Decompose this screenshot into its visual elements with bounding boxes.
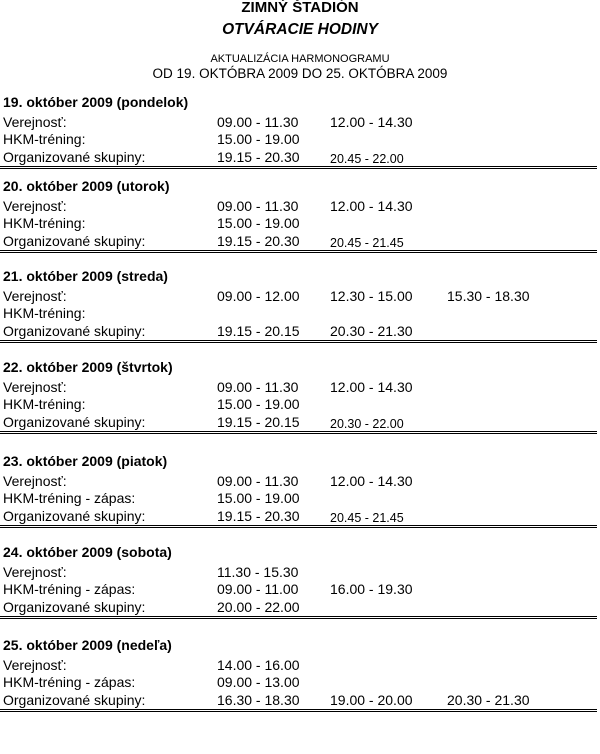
time-slot: 20.45 - 22.00	[330, 152, 404, 166]
row-organizovane-skupiny	[0, 323, 600, 339]
time-slot: 09.00 - 11.30	[217, 473, 299, 489]
divider-line	[0, 340, 597, 341]
day-block	[0, 453, 600, 544]
row-organizovane-skupiny	[0, 692, 600, 708]
row-organizovane-skupiny	[0, 233, 600, 249]
row-label: HKM-tréning - zápas:	[3, 490, 136, 506]
row-label: HKM-tréning - zápas:	[3, 581, 136, 597]
row-label: HKM-tréning:	[3, 215, 86, 231]
row-label: Verejnosť:	[3, 198, 67, 214]
divider-line-double	[0, 433, 597, 434]
row-label: Verejnosť:	[3, 564, 67, 580]
time-slot: 19.15 - 20.30	[217, 508, 300, 524]
row-organizovane-skupiny	[0, 599, 600, 615]
time-slot: 09.00 - 11.30	[217, 198, 299, 214]
time-slot: 14.00 - 16.00	[217, 657, 300, 673]
divider-line-double	[0, 252, 597, 253]
time-slot: 16.30 - 18.30	[217, 692, 300, 708]
day-heading: 24. október 2009 (sobota)	[3, 544, 172, 560]
row-label: Organizované skupiny:	[3, 149, 146, 165]
time-slot: 19.15 - 20.30	[217, 149, 300, 165]
divider-line	[0, 431, 597, 432]
row-verejnost	[0, 657, 600, 673]
row-verejnost	[0, 114, 600, 130]
day-block	[0, 359, 600, 450]
row-label: Organizované skupiny:	[3, 233, 146, 249]
row-verejnost	[0, 564, 600, 580]
time-slot: 12.00 - 14.30	[330, 379, 413, 395]
time-slot: 15.00 - 19.00	[217, 490, 300, 506]
time-slot: 20.30 - 21.30	[330, 323, 413, 339]
time-slot: 12.30 - 15.00	[330, 288, 413, 304]
page-title: ZIMNÝ ŠTADIÓN	[241, 0, 359, 16]
row-hkm-trening	[0, 131, 600, 147]
time-slot: 09.00 - 12.00	[217, 288, 300, 304]
row-label: Organizované skupiny:	[3, 323, 146, 339]
divider-line	[0, 709, 597, 710]
day-block	[0, 637, 600, 728]
row-label: Organizované skupiny:	[3, 414, 146, 430]
divider-line-double	[0, 711, 597, 712]
day-block	[0, 94, 600, 185]
row-label: Organizované skupiny:	[3, 599, 146, 615]
row-label: Verejnosť:	[3, 657, 67, 673]
day-heading: 19. október 2009 (pondelok)	[3, 94, 189, 110]
time-slot: 20.00 - 22.00	[217, 599, 300, 615]
row-label: HKM-tréning:	[3, 131, 86, 147]
time-slot: 20.30 - 21.30	[447, 692, 530, 708]
divider-line	[0, 616, 597, 617]
row-hkm-trening	[0, 215, 600, 231]
row-organizovane-skupiny	[0, 508, 600, 524]
row-label: Organizované skupiny:	[3, 692, 146, 708]
day-heading: 20. október 2009 (utorok)	[3, 178, 170, 194]
time-slot: 20.45 - 21.45	[330, 511, 404, 525]
divider-line-double	[0, 618, 597, 619]
row-label: Organizované skupiny:	[3, 508, 146, 524]
update-label: AKTUALIZÁCIA HARMONOGRAMU	[210, 53, 390, 65]
row-organizovane-skupiny	[0, 149, 600, 165]
row-organizovane-skupiny	[0, 414, 600, 430]
row-verejnost	[0, 473, 600, 489]
divider-line-double	[0, 168, 597, 169]
row-hkm-trening	[0, 396, 600, 412]
row-hkm-trening	[0, 305, 600, 321]
row-hkm-trening	[0, 490, 600, 506]
row-hkm-trening	[0, 674, 600, 690]
divider-line	[0, 525, 597, 526]
row-label: HKM-tréning - zápas:	[3, 674, 136, 690]
divider-line	[0, 166, 597, 167]
day-heading: 25. október 2009 (nedeľa)	[3, 637, 172, 653]
row-label: Verejnosť:	[3, 379, 67, 395]
time-slot: 09.00 - 11.00	[217, 581, 299, 597]
time-slot: 19.15 - 20.15	[217, 323, 300, 339]
divider-line	[0, 250, 597, 251]
divider-line-double	[0, 342, 597, 343]
time-slot: 12.00 - 14.30	[330, 473, 413, 489]
date-range: OD 19. OKTÓBRA 2009 DO 25. OKTÓBRA 2009	[152, 66, 448, 81]
time-slot: 19.15 - 20.15	[217, 414, 300, 430]
time-slot: 20.30 - 22.00	[330, 417, 404, 431]
day-heading: 21. október 2009 (streda)	[3, 268, 168, 284]
time-slot: 20.45 - 21.45	[330, 236, 404, 250]
time-slot: 15.30 - 18.30	[447, 288, 530, 304]
day-block	[0, 544, 600, 635]
row-label: Verejnosť:	[3, 114, 67, 130]
day-block	[0, 268, 600, 359]
divider-line-double	[0, 527, 597, 528]
row-label: Verejnosť:	[3, 473, 67, 489]
row-label: Verejnosť:	[3, 288, 67, 304]
row-hkm-trening	[0, 581, 600, 597]
time-slot: 09.00 - 11.30	[217, 379, 299, 395]
time-slot: 19.00 - 20.00	[330, 692, 413, 708]
row-verejnost	[0, 198, 600, 214]
time-slot: 12.00 - 14.30	[330, 114, 413, 130]
time-slot: 19.15 - 20.30	[217, 233, 300, 249]
day-heading: 22. október 2009 (štvrtok)	[3, 359, 173, 375]
time-slot: 09.00 - 13.00	[217, 674, 300, 690]
time-slot: 11.30 - 15.30	[217, 564, 299, 580]
time-slot: 16.00 - 19.30	[330, 581, 413, 597]
time-slot: 12.00 - 14.30	[330, 198, 413, 214]
row-label: HKM-tréning:	[3, 305, 86, 321]
page-subtitle: OTVÁRACIE HODINY	[222, 21, 378, 38]
row-verejnost	[0, 288, 600, 304]
time-slot: 09.00 - 11.30	[217, 114, 299, 130]
row-verejnost	[0, 379, 600, 395]
row-label: HKM-tréning:	[3, 396, 86, 412]
time-slot: 15.00 - 19.00	[217, 396, 300, 412]
day-block	[0, 178, 600, 269]
day-heading: 23. október 2009 (piatok)	[3, 453, 168, 469]
time-slot: 15.00 - 19.00	[217, 215, 300, 231]
time-slot: 15.00 - 19.00	[217, 131, 300, 147]
